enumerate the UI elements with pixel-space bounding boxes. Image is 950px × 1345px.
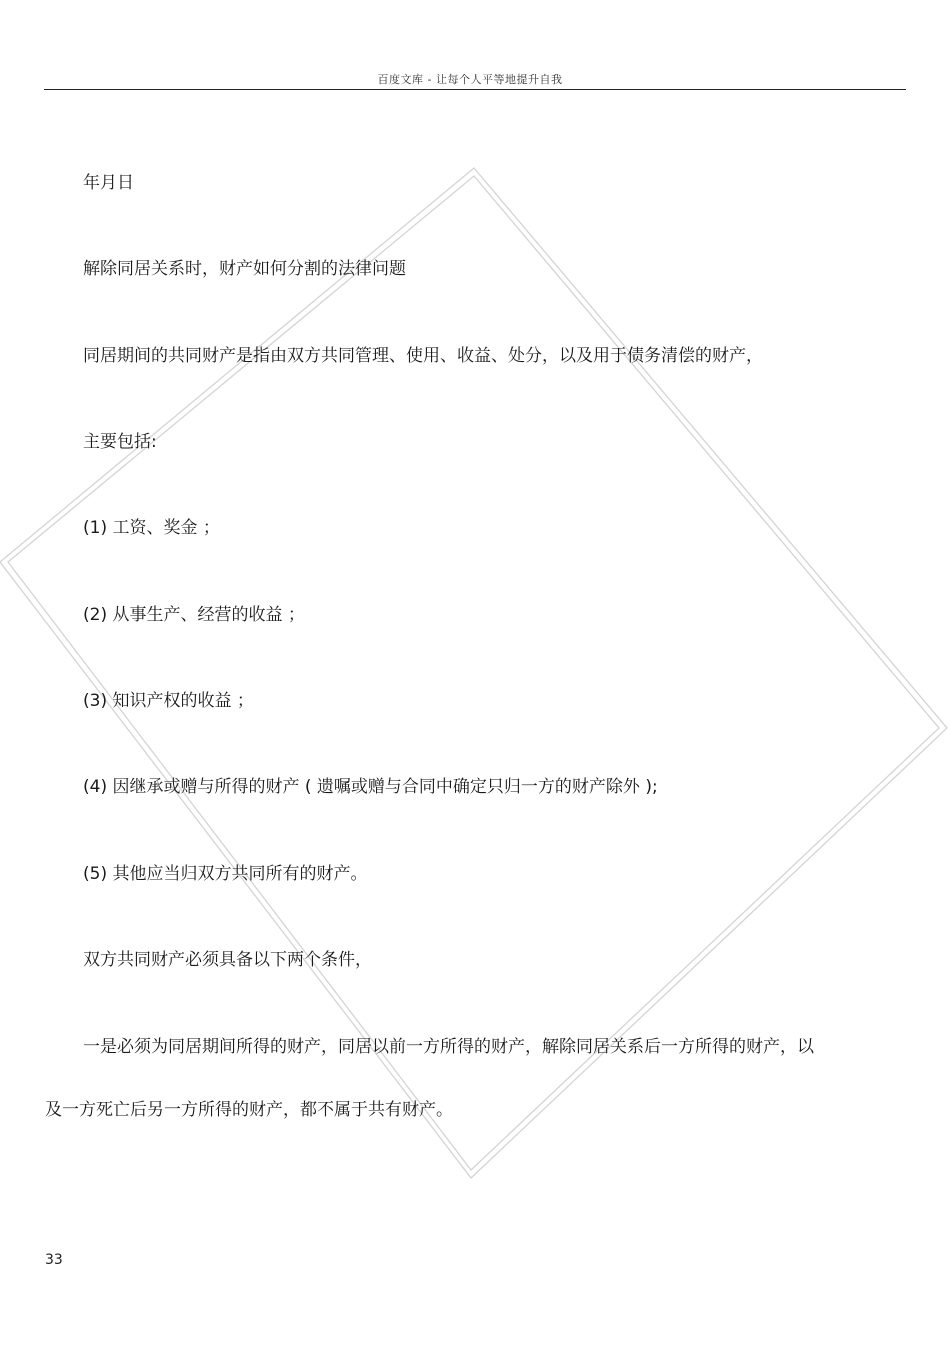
document-heading: 解除同居关系时，财产如何分割的法律问题 bbox=[83, 259, 406, 279]
list-item: (3) 知识产权的收益 ； bbox=[83, 691, 254, 711]
header-title: 百度文库 - 让每个人平等地提升自我 bbox=[377, 73, 563, 86]
list-item: (4) 因继承或赠与所得的财产 ( 遗嘱或赠与合同中确定只归一方的财产除外 ); bbox=[83, 777, 658, 797]
header-divider bbox=[44, 89, 906, 90]
definition-paragraph: 同居期间的共同财产是指由双方共同管理、使用、收益、处分，以及用于债务清偿的财产， bbox=[83, 346, 763, 366]
page-number: 33 bbox=[45, 1252, 63, 1268]
includes-label: 主要包括: bbox=[83, 432, 157, 452]
condition-one-line-2: 及一方死亡后另一方所得的财产，都不属于共有财产。 bbox=[45, 1100, 453, 1120]
list-item: (1) 工资、奖金 ； bbox=[83, 518, 220, 538]
condition-one-line-1: 一是必须为同居期间所得的财产，同居以前一方所得的财产，解除同居关系后一方所得的财产，以 bbox=[83, 1037, 814, 1057]
list-item: (5) 其他应当归双方共同所有的财产。 bbox=[83, 864, 368, 884]
conditions-intro: 双方共同财产必须具备以下两个条件， bbox=[83, 950, 372, 970]
list-item: (2) 从事生产、经营的收益 ； bbox=[83, 605, 305, 625]
date-line: 年月日 bbox=[83, 173, 134, 193]
page-header bbox=[0, 0, 950, 92]
